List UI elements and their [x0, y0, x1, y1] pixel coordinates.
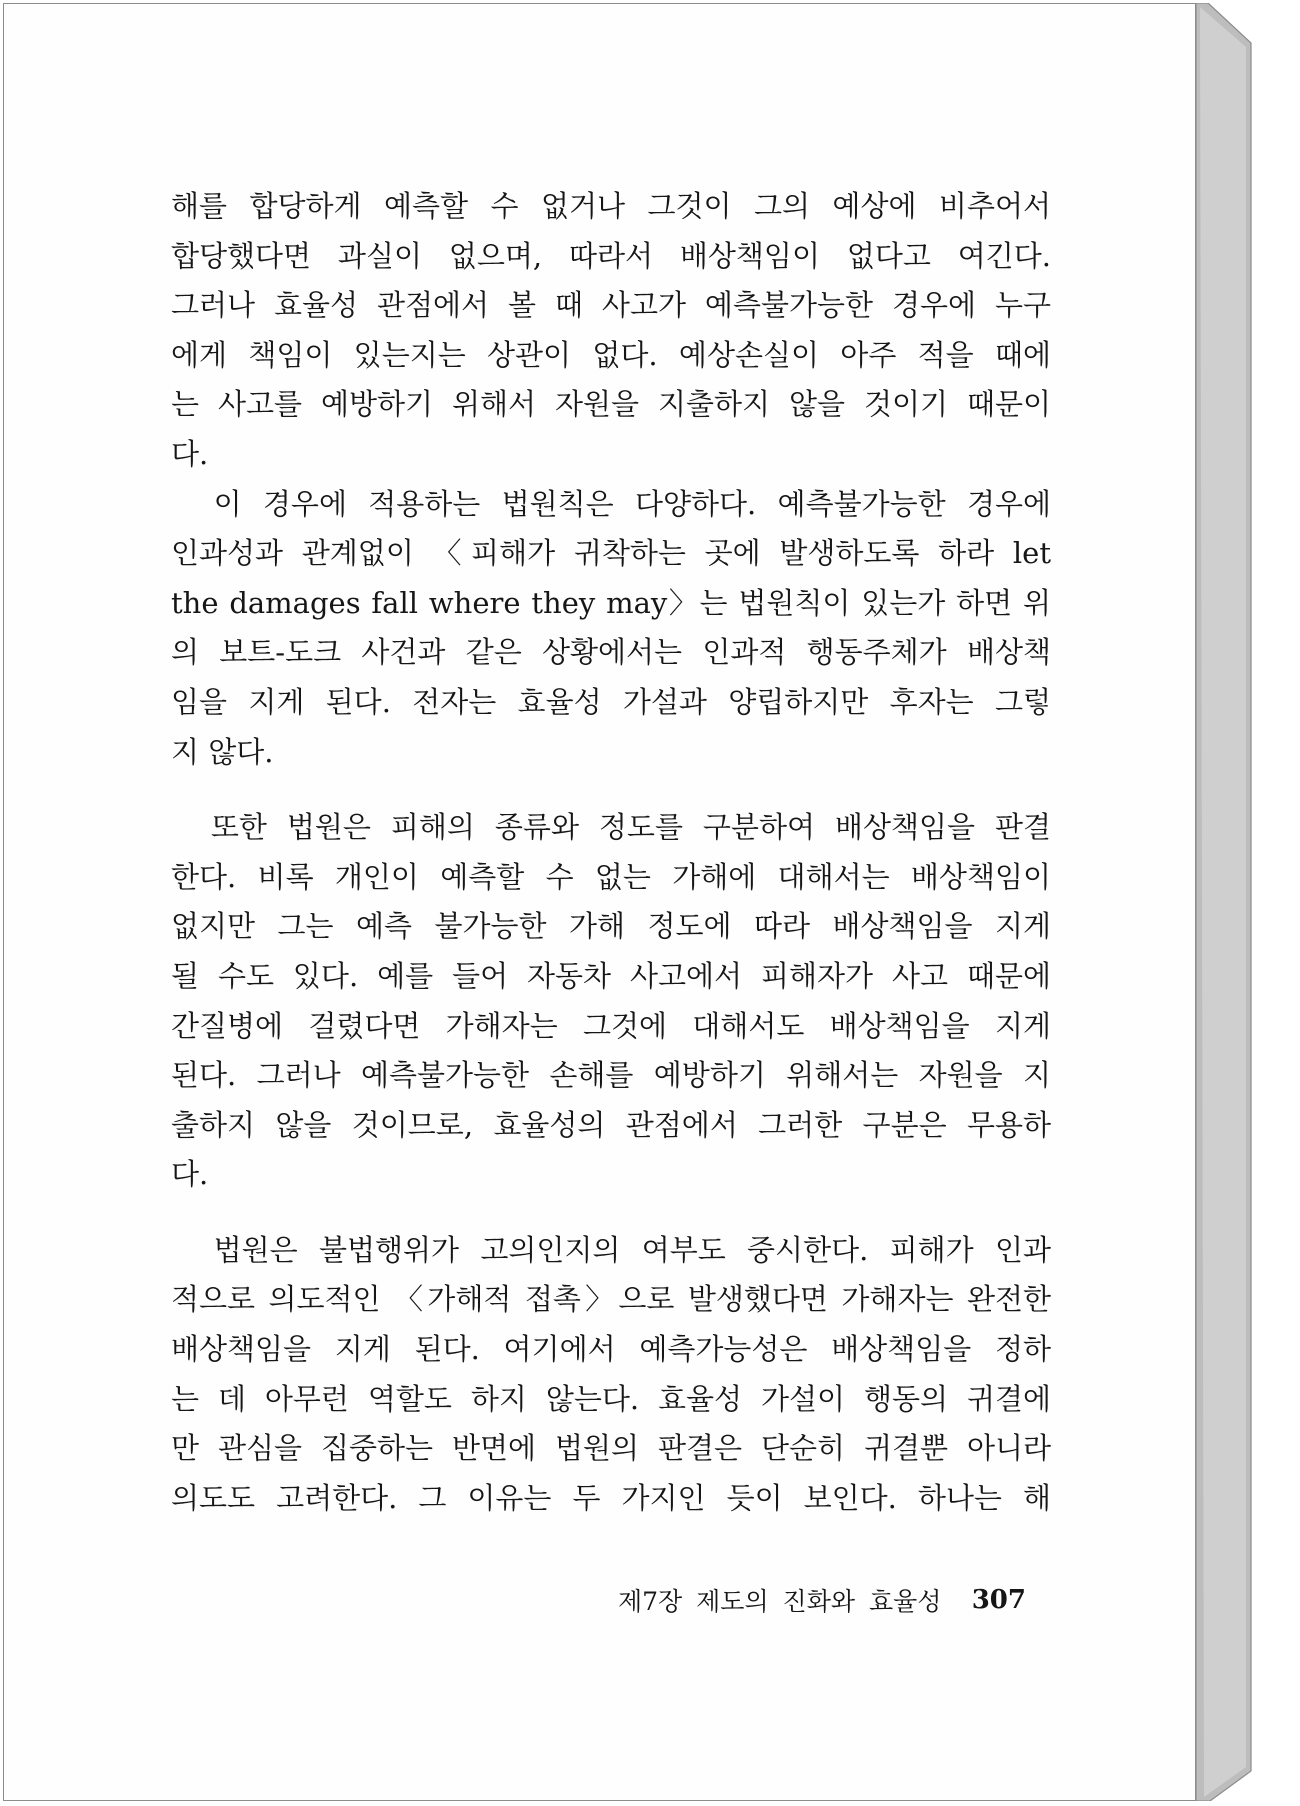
- text-line: 에게 책임이 있는지는 상관이 없다. 예상손실이 아주 적을 때에: [171, 337, 1051, 372]
- text-line: 법원은 불법행위가 고의인지의 여부도 중시한다. 피해가 인과: [171, 1232, 1051, 1267]
- text-line: 배상책임을 지게 된다. 여기에서 예측가능성은 배상책임을 정하: [171, 1332, 1051, 1367]
- text-line: 그러나 효율성 관점에서 볼 때 사고가 예측불가능한 경우에 누구: [171, 288, 1051, 323]
- text-line: 의 보트-도크 사건과 같은 상황에서는 인과적 행동주체가 배상책: [171, 635, 1051, 670]
- body-text: [171, 182, 1051, 1523]
- text-line: 없지만 그는 예측 불가능한 가해 정도에 따라 배상책임을 지게: [171, 909, 1051, 944]
- text-line: 임을 지게 된다. 전자는 효율성 가설과 양립하지만 후자는 그렇: [171, 684, 1051, 719]
- text-line: 는 사고를 예방하기 위해서 자원을 지출하지 않을 것이기 때문이: [171, 387, 1051, 422]
- text-line: 합당했다면 과실이 없으며, 따라서 배상책임이 없다고 여긴다.: [171, 238, 1051, 273]
- text-line: 인과성과 관계없이 〈피해가 귀착하는 곳에 발생하도록 하라 let: [171, 536, 1051, 571]
- text-line: 지 않다.: [171, 734, 274, 769]
- text-line: 될 수도 있다. 예를 들어 자동차 사고에서 피해자가 사고 때문에: [171, 958, 1051, 993]
- text-line: 또한 법원은 피해의 종류와 정도를 구분하여 배상책임을 판결: [171, 810, 1051, 845]
- text-line: 는 데 아무런 역할도 하지 않는다. 효율성 가설이 행동의 귀결에: [171, 1381, 1051, 1416]
- page-number: 307: [971, 1585, 1026, 1615]
- paragraph-gap: [171, 777, 1051, 803]
- text-line: 출하지 않을 것이므로, 효율성의 관점에서 그러한 구분은 무용하: [171, 1107, 1051, 1142]
- text-line: 다.: [171, 436, 209, 471]
- book-page: [3, 3, 1196, 1801]
- paragraph-gap: [171, 1200, 1051, 1226]
- text-line: the damages fall where they may〉는 법원칙이 있는가 하면 위: [171, 585, 1051, 620]
- page-footer: [618, 1580, 1026, 1620]
- text-line: 된다. 그러나 예측불가능한 손해를 예방하기 위해서는 자원을 지: [171, 1058, 1051, 1093]
- text-line: 한다. 비록 개인이 예측할 수 없는 가해에 대해서는 배상책임이: [171, 859, 1051, 894]
- text-line: 적으로 의도적인 〈가해적 접촉〉으로 발생했다면 가해자는 완전한: [171, 1282, 1051, 1317]
- running-head: 제7장 제도의 진화와 효율성: [618, 1587, 942, 1616]
- text-line: 간질병에 걸렸다면 가해자는 그것에 대해서도 배상책임을 지게: [171, 1008, 1051, 1043]
- page-stack-edge: [1196, 3, 1256, 1801]
- text-line: 의도도 고려한다. 그 이유는 두 가지인 듯이 보인다. 하나는 해: [171, 1480, 1051, 1515]
- text-line: 해를 합당하게 예측할 수 없거나 그것이 그의 예상에 비추어서: [171, 189, 1051, 223]
- text-line: 다.: [171, 1157, 209, 1192]
- text-line: 이 경우에 적용하는 법원칙은 다양하다. 예측불가능한 경우에: [171, 486, 1051, 521]
- text-line: 만 관심을 집중하는 반면에 법원의 판결은 단순히 귀결뿐 아니라: [171, 1431, 1051, 1466]
